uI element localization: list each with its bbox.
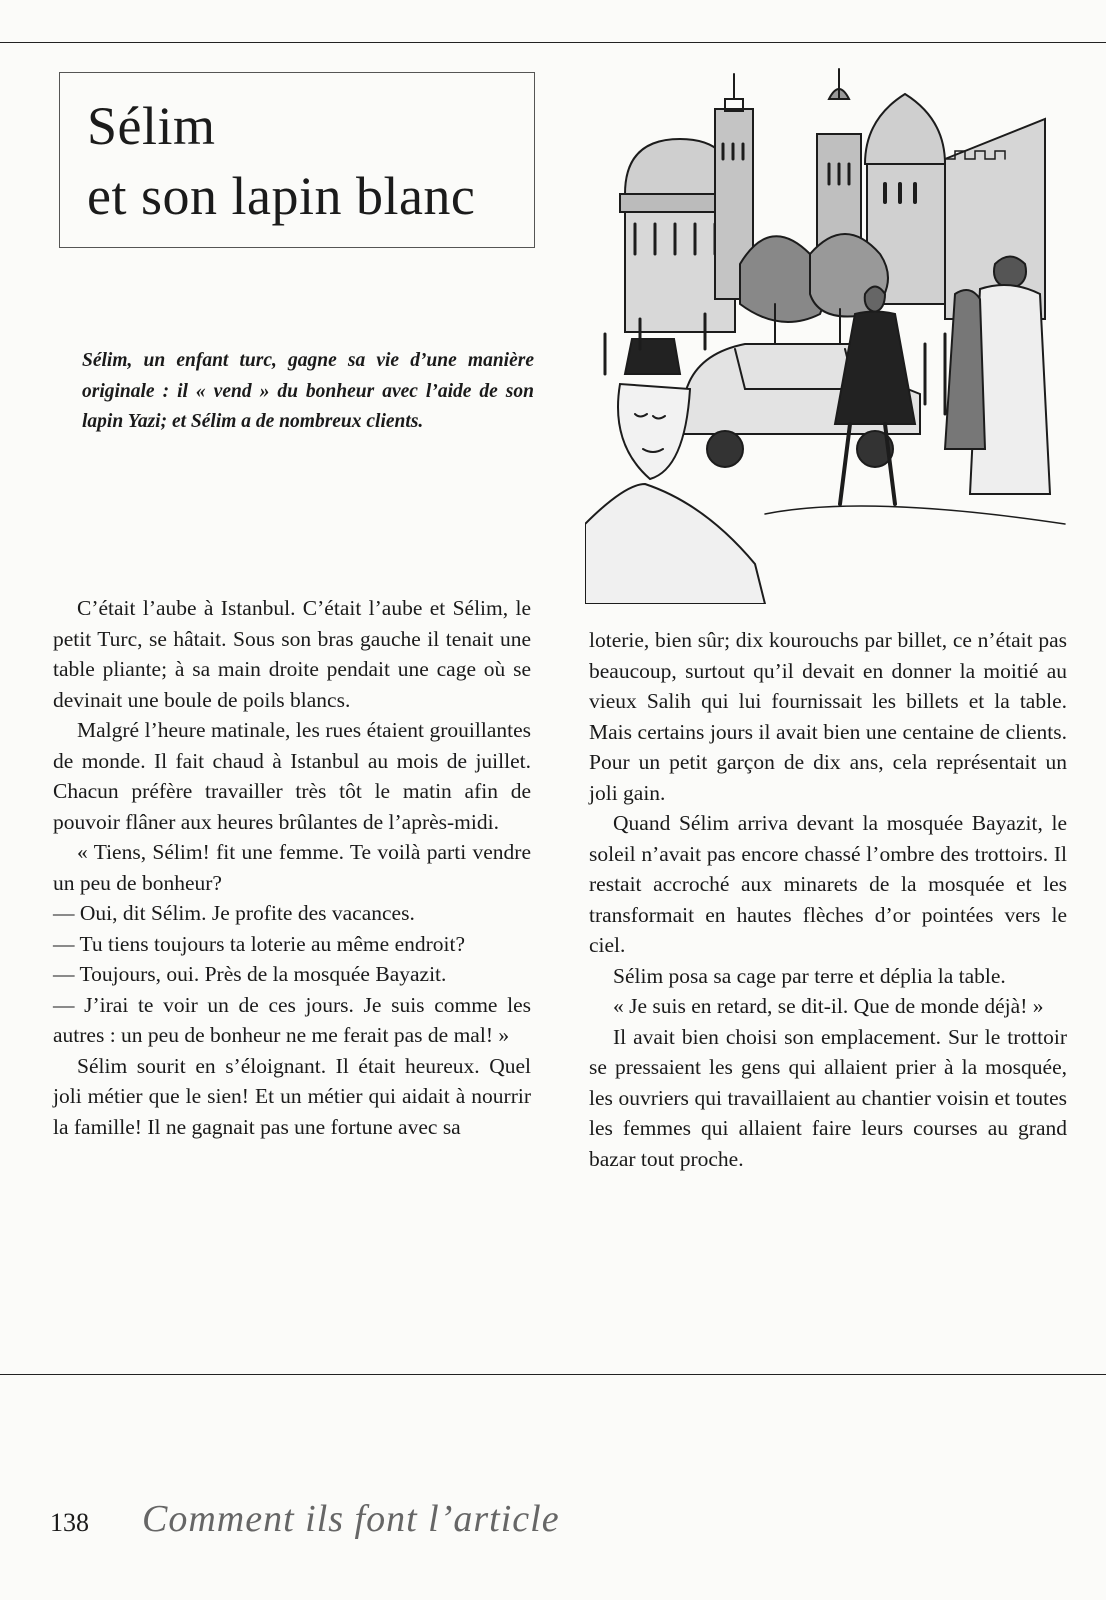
bottom-rule (0, 1374, 1106, 1375)
dialogue-line: — J’irai te voir un de ces jours. Je suis comme les autres : un peu de bonheur ne me ferait pas de mal! » (53, 992, 531, 1047)
dialogue-line: — Oui, dit Sélim. Je profite des vacances. (53, 901, 415, 925)
istanbul-street-illustration (585, 64, 1072, 604)
paragraph: Quand Sélim arriva devant la mosquée Bayazit, le soleil n’avait pas encore chassé l’ombre des trottoirs. Il restait accroché aux minarets de la mosquée et les transformait en hautes flèches d’or pointées vers le ciel. (589, 811, 1067, 957)
dialogue-line: « Je suis en retard, se dit-il. Que de monde déjà! » (613, 994, 1044, 1018)
paragraph: C’était l’aube à Istanbul. C’était l’aube et Sélim, le petit Turc, se hâtait. Sous son bras gauche il tenait une table pliante; à sa main droite pendait une cage où se devinait une boule de poils blancs. (53, 596, 531, 712)
dialogue-line: « Tiens, Sélim! fit une femme. Te voilà parti vendre un peu de bonheur? (53, 840, 531, 895)
intro-paragraph: Sélim, un enfant turc, gagne sa vie d’une manière originale : il « vend » du bonheur avec l’aide de son lapin Yazi; et Sélim a de nombreux clients. (82, 350, 534, 432)
right-column (589, 625, 1067, 1174)
title-line-2: et son lapin blanc (87, 166, 476, 226)
paragraph: Malgré l’heure matinale, les rues étaient grouillantes de monde. Il fait chaud à Istanbul au mois de juillet. Chacun préfère travailler très tôt le matin afin de pouvoir flâner aux heures brûlantes de l’après-midi. (53, 718, 531, 834)
left-column (53, 593, 531, 1142)
paragraph: Sélim posa sa cage par terre et déplia la table. (613, 963, 1006, 988)
dialogue-line: — Tu tiens toujours ta loterie au même endroit? (53, 931, 466, 956)
title-box (59, 72, 535, 248)
running-title: Comment ils font l’article (142, 1498, 560, 1540)
top-rule (0, 42, 1106, 43)
paragraph: Il avait bien choisi son emplacement. Sur le trottoir se pressaient les gens qui allaient prier à la mosquée, les ouvriers qui travaillaient au chantier voisin et toutes les femmes qui allaient faire leurs courses au grand bazar tout proche. (589, 1024, 1067, 1171)
paragraph: loterie, bien sûr; dix kourouchs par billet, ce n’était pas beaucoup, surtout qu’il devait en donner la moitié au vieux Salih qui lui fournissait les billets et la table. Mais certains jours il avait bien une centaine de clients. Pour un petit garçon de dix ans, cela représentait un joli gain. (589, 628, 1067, 805)
paragraph: Sélim sourit en s’éloignant. Il était heureux. Quel joli métier que le sien! Et un métier qui aidait à nourrir la famille! Il ne gagnait pas une fortune avec sa (53, 1053, 531, 1139)
page-number: 138 (50, 1508, 89, 1537)
dialogue-line: — Toujours, oui. Près de la mosquée Bayazit. (53, 962, 447, 986)
title-line-1: Sélim (87, 96, 216, 156)
